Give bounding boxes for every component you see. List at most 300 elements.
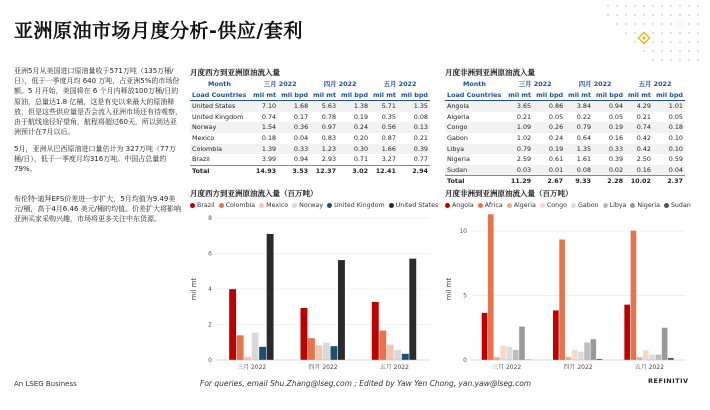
decorative-dot <box>652 5 654 7</box>
value-cell: 0.10 <box>668 133 683 142</box>
unit-header: mil bpd <box>278 90 310 101</box>
decorative-dot <box>625 32 627 34</box>
table-row <box>190 101 430 112</box>
value-cell: 3.02 <box>338 165 370 176</box>
table-row <box>445 154 685 165</box>
bar <box>578 352 584 360</box>
x-tick-label: 三月 2022 <box>492 364 522 371</box>
value-cell: 1.61 <box>576 155 592 164</box>
value-cell: 0.59 <box>668 155 683 164</box>
bar <box>402 354 409 360</box>
table-row <box>445 101 685 112</box>
decorative-dot <box>688 23 690 25</box>
decorative-dot <box>670 14 672 16</box>
value-cell: 0.03 <box>505 165 533 176</box>
table-total-row <box>190 165 430 176</box>
bar <box>267 234 274 360</box>
value-cell: 1.09 <box>505 122 533 133</box>
bar <box>409 259 416 360</box>
value-cell: 0.16 <box>625 165 653 176</box>
value-cell: 0.33 <box>278 144 310 155</box>
month-header: 三月 2022 <box>263 80 297 88</box>
bar <box>656 355 662 360</box>
bar <box>372 302 379 360</box>
value-cell: 2.37 <box>653 176 685 187</box>
table-row <box>190 112 430 123</box>
decorative-dot <box>670 5 672 7</box>
value-cell: 3.27 <box>381 155 396 164</box>
value-cell: 0.05 <box>608 112 624 121</box>
country-cell: United Kingdom <box>192 112 244 121</box>
decorative-dot <box>697 14 699 16</box>
table-row <box>445 133 685 144</box>
value-cell: 0.05 <box>548 112 564 121</box>
decorative-dot <box>634 32 636 34</box>
value-cell: 0.86 <box>533 101 565 112</box>
month-header: 四月 2022 <box>323 80 357 88</box>
value-cell: 0.01 <box>533 165 565 176</box>
legend-swatch <box>190 203 195 208</box>
legend-label: Africa <box>484 202 503 209</box>
bar <box>482 313 488 360</box>
decorative-dot <box>643 23 645 25</box>
value-cell: 0.05 <box>668 112 683 121</box>
decorative-dot <box>634 41 636 43</box>
legend-swatch <box>603 203 608 208</box>
legend-label: Libya <box>609 202 627 209</box>
country-cell: Total <box>445 176 505 187</box>
value-cell: 5.71 <box>370 101 398 112</box>
value-cell: 1.68 <box>278 101 310 112</box>
value-cell: 0.20 <box>353 133 369 142</box>
value-cell: 2.93 <box>321 155 337 164</box>
africa-inflow-table <box>445 79 685 187</box>
decorative-dot <box>679 50 681 52</box>
value-cell: 0.39 <box>608 155 624 164</box>
value-cell: 0.04 <box>653 165 685 176</box>
bar <box>668 358 674 360</box>
value-cell: 0.19 <box>533 144 565 155</box>
value-cell: 0.16 <box>608 133 624 142</box>
value-cell: 1.35 <box>565 144 593 155</box>
country-cell: Algeria <box>447 112 470 121</box>
y-tick-label: 2 <box>208 321 212 329</box>
decorative-dot <box>688 32 690 34</box>
value-cell: 0.33 <box>593 144 625 155</box>
value-cell: 3.65 <box>505 101 533 112</box>
value-cell: 14.93 <box>250 165 278 176</box>
legend-label: Gabon <box>577 202 599 209</box>
value-cell: 0.21 <box>636 112 651 121</box>
legend-label: United States <box>395 202 439 209</box>
decorative-dot <box>661 59 663 61</box>
value-cell: 11.29 <box>505 176 533 187</box>
africa-table-title: 月度非洲到亚洲原油流入量 <box>445 68 535 77</box>
value-cell: 3.53 <box>278 165 310 176</box>
table-total-row <box>445 176 685 187</box>
africa-chart-legend <box>441 202 691 209</box>
table-row <box>190 144 430 155</box>
country-cell: Colombia <box>190 144 250 155</box>
decorative-dot <box>670 59 672 61</box>
table-row <box>190 122 430 133</box>
value-cell: 1.01 <box>653 101 685 112</box>
value-cell: 1.23 <box>310 144 338 155</box>
decorative-dot <box>688 59 690 61</box>
decorative-dot <box>607 5 609 7</box>
legend-label: Mexico <box>266 202 289 209</box>
decorative-dot <box>670 32 672 34</box>
decorative-dot <box>679 5 681 7</box>
decorative-dot <box>679 14 681 16</box>
decorative-dot <box>661 14 663 16</box>
west-table-title: 月度西方到亚洲原油流入量 <box>190 68 280 77</box>
y-tick-label: 6 <box>208 250 212 258</box>
value-cell: 0.39 <box>398 144 430 155</box>
bar <box>649 355 655 360</box>
decorative-dot <box>688 41 690 43</box>
legend-swatch <box>389 203 394 208</box>
table-row <box>190 133 430 144</box>
decorative-dot <box>679 59 681 61</box>
legend-label: Nigeria <box>637 202 660 209</box>
bar <box>559 240 565 360</box>
value-cell: 7.10 <box>250 101 278 112</box>
decorative-dot <box>697 23 699 25</box>
value-cell: 0.02 <box>593 165 625 176</box>
value-cell: 0.61 <box>548 155 564 164</box>
legend-label: Sudan <box>670 202 691 209</box>
decorative-dot <box>625 14 627 16</box>
value-cell: 0.94 <box>293 155 309 164</box>
bar <box>662 328 668 360</box>
decorative-dot <box>652 23 654 25</box>
value-cell: 0.77 <box>413 155 428 164</box>
page-title: 亚洲原油市场月度分析-供应/套利 <box>14 20 303 42</box>
value-cell: 12.37 <box>310 165 338 176</box>
decorative-dot <box>679 32 681 34</box>
legend-swatch <box>327 203 332 208</box>
x-tick-label: 五月 2022 <box>634 364 664 371</box>
unit-header: mil mt <box>250 90 278 101</box>
bar <box>507 347 513 360</box>
bar <box>237 335 244 360</box>
refinitiv-logo: REFINITIV <box>648 377 689 385</box>
decorative-dot <box>634 5 636 7</box>
unit-header: mil mt <box>505 90 533 101</box>
bar <box>572 350 578 360</box>
decorative-dot <box>697 32 699 34</box>
month-label: Month <box>463 80 486 88</box>
value-cell: 2.59 <box>516 155 532 164</box>
value-cell: 0.78 <box>321 112 337 121</box>
table-row <box>445 144 685 155</box>
value-cell: 0.83 <box>321 133 337 142</box>
country-cell: Gabon <box>447 133 468 142</box>
legend-swatch <box>259 203 264 208</box>
value-cell: 12.41 <box>370 165 398 176</box>
value-cell: 2.50 <box>636 155 651 164</box>
month-header: 三月 2022 <box>518 80 552 88</box>
value-cell: 0.74 <box>261 112 277 121</box>
west-chart-legend <box>186 202 438 209</box>
bar <box>553 310 559 360</box>
bar <box>394 350 401 360</box>
bar <box>566 357 572 360</box>
value-cell: 1.35 <box>398 101 430 112</box>
country-cell: Norway <box>190 122 250 133</box>
unit-header: mil mt <box>370 90 398 101</box>
value-cell: 0.79 <box>505 144 533 155</box>
decorative-dot <box>643 50 645 52</box>
africa-chart-title: 月度非洲到亚洲原油流入量（百万吨） <box>445 189 573 198</box>
bar <box>259 347 266 360</box>
value-cell: 3.99 <box>261 155 277 164</box>
legend-swatch <box>630 203 635 208</box>
value-cell: 0.64 <box>576 133 592 142</box>
decorative-dot <box>670 50 672 52</box>
summary-paragraph-2: 5月，亚洲从巴西原油进口量估计为 327万吨（77万桶/日），低于一季度月均316万吨。中国占总量的79%。 <box>14 145 176 174</box>
bar <box>379 331 386 360</box>
unit-header: mil bpd <box>398 90 430 101</box>
bar <box>387 345 394 360</box>
decorative-dot <box>661 32 663 34</box>
decorative-dot <box>652 14 654 16</box>
decorative-dot <box>625 23 627 25</box>
decorative-dot <box>661 50 663 52</box>
value-cell: 1.38 <box>338 101 370 112</box>
legend-swatch <box>219 203 224 208</box>
legend-swatch <box>507 203 512 208</box>
value-cell: 9.33 <box>565 176 593 187</box>
legend-label: Congo <box>546 202 567 209</box>
unit-header: mil mt <box>310 90 338 101</box>
value-cell: 0.17 <box>293 112 309 121</box>
month-label: Month <box>208 80 231 88</box>
value-cell: 0.74 <box>625 122 653 133</box>
decorative-dot <box>688 14 690 16</box>
month-header: 五月 2022 <box>383 80 417 88</box>
value-cell: 2.94 <box>398 165 430 176</box>
y-axis-label: mil mt <box>190 277 198 301</box>
table-row <box>445 165 685 176</box>
decorative-dot <box>688 5 690 7</box>
y-tick-label: 5 <box>463 292 467 300</box>
value-cell: 0.79 <box>565 122 593 133</box>
country-cell: Brazil <box>192 155 210 164</box>
decorative-dot <box>697 41 699 43</box>
value-cell: 0.36 <box>278 122 310 133</box>
y-tick-label: 0 <box>208 357 212 364</box>
bar <box>519 327 525 360</box>
country-cell: Total <box>190 165 250 176</box>
legend-label: Norway <box>299 202 324 209</box>
west-inflow-table <box>190 79 430 176</box>
legend-swatch <box>478 203 483 208</box>
value-cell: 0.10 <box>653 144 685 155</box>
value-cell: 5.63 <box>310 101 338 112</box>
bar <box>631 231 637 360</box>
value-cell: 0.87 <box>381 133 396 142</box>
legend-label: Brazil <box>197 202 215 209</box>
footer-brand: An LSEG Business <box>14 380 77 388</box>
bar <box>590 339 596 360</box>
decorative-dot <box>625 5 627 7</box>
bar <box>244 357 251 360</box>
value-cell: 2.28 <box>593 176 625 187</box>
footer-contact: For queries, email Shu.Zhang@lseg.com ; Edited by Yaw Yen Chong, yan.yaw@lseg.com <box>200 379 532 388</box>
bar <box>229 289 236 360</box>
legend-swatch <box>445 203 450 208</box>
decorative-dot <box>652 59 654 61</box>
value-cell: 0.21 <box>516 112 532 121</box>
value-cell: 1.02 <box>516 133 532 142</box>
bar <box>252 333 259 360</box>
value-cell: 0.08 <box>413 112 428 121</box>
bar <box>308 338 315 360</box>
value-cell: 2.67 <box>533 176 565 187</box>
unit-header: mil bpd <box>533 90 565 101</box>
y-tick-label: 10 <box>459 227 467 235</box>
decorative-dot <box>661 41 663 43</box>
decorative-dot <box>652 41 654 43</box>
legend-label: United Kingdom <box>334 202 385 209</box>
value-cell: 0.42 <box>625 144 653 155</box>
y-tick-label: 8 <box>208 215 212 222</box>
unit-header: mil mt <box>625 90 653 101</box>
summary-paragraph-3: 布伦特-迪拜EFS价差进一步扩大，5月均值为9.49美元/桶，高于4月6.46 美元/桶的均值。价差扩大将影响亚洲买家采购兴趣，市场将更多关注中东货源。 <box>14 195 181 224</box>
decorative-dot-pattern <box>600 0 710 70</box>
country-cell: United States <box>190 101 250 112</box>
value-cell: 10.02 <box>625 176 653 187</box>
legend-swatch <box>540 203 545 208</box>
country-cell: Angola <box>445 101 505 112</box>
table-row <box>190 154 430 165</box>
decorative-dot <box>643 5 645 7</box>
decorative-dot <box>652 50 654 52</box>
month-header: 五月 2022 <box>638 80 672 88</box>
value-cell: 0.26 <box>533 122 565 133</box>
value-cell: 0.19 <box>353 112 369 121</box>
decorative-dot <box>697 59 699 61</box>
value-cell: 1.66 <box>370 144 398 155</box>
value-cell: 0.71 <box>353 155 369 164</box>
x-tick-label: 五月 2022 <box>379 364 409 371</box>
bar <box>494 357 500 360</box>
legend-label: Algeria <box>513 202 536 209</box>
bar <box>316 345 323 360</box>
bar <box>584 343 590 360</box>
bar <box>500 346 506 360</box>
decorative-dot <box>688 50 690 52</box>
x-tick-label: 四月 2022 <box>308 364 338 371</box>
decorative-dot <box>661 5 663 7</box>
africa-inflow-bar-chart <box>443 212 693 372</box>
value-cell: 0.18 <box>653 122 685 133</box>
country-cell: Sudan <box>445 165 505 176</box>
decorative-dot <box>616 14 618 16</box>
decorative-dot <box>670 41 672 43</box>
value-cell: 0.18 <box>261 133 277 142</box>
value-cell: 0.30 <box>338 144 370 155</box>
bar <box>488 214 494 360</box>
table-row <box>445 112 685 123</box>
value-cell: 0.97 <box>310 122 338 133</box>
month-header: 四月 2022 <box>578 80 612 88</box>
decorative-dot <box>652 32 654 34</box>
legend-swatch <box>664 203 669 208</box>
table-row <box>445 122 685 133</box>
value-cell: 1.54 <box>250 122 278 133</box>
value-cell: 3.84 <box>565 101 593 112</box>
bar <box>513 350 519 360</box>
value-cell: 0.21 <box>413 133 428 142</box>
load-countries-header: Load Countries <box>445 90 505 101</box>
bar <box>338 260 345 360</box>
load-countries-header: Load Countries <box>190 90 250 101</box>
west-inflow-bar-chart <box>188 212 438 372</box>
bar <box>643 350 649 360</box>
value-cell: 0.08 <box>565 165 593 176</box>
decorative-dot <box>697 50 699 52</box>
y-axis-label: mil mt <box>445 277 453 301</box>
value-cell: 4.29 <box>625 101 653 112</box>
unit-header: mil mt <box>565 90 593 101</box>
legend-swatch <box>292 203 297 208</box>
summary-paragraph-1: 亚洲5月从美国进口原油量收于571万吨（135万桶/日），低于一季度月均 640 万吨，占亚洲5%的市场份额。5 月开始，美国将在 6 个月内释放100万桶/日的原油，总量达1.8 亿桶，这是有史以来最大的原油释放，但是这些供应量是否会流入亚洲市场还有待观察，由于航线途径好望角，航程将超过60天，所以到达亚洲预计在7月以后。 <box>14 67 182 137</box>
value-cell: 0.22 <box>576 112 592 121</box>
value-cell: 0.13 <box>398 122 430 133</box>
x-tick-label: 四月 2022 <box>563 364 593 371</box>
decorative-dot <box>616 23 618 25</box>
decorative-dot <box>661 23 663 25</box>
decorative-dot <box>607 14 609 16</box>
value-cell: 0.35 <box>381 112 396 121</box>
country-cell: Congo <box>445 122 505 133</box>
unit-header: mil bpd <box>593 90 625 101</box>
bar <box>323 343 330 360</box>
decorative-dot <box>679 41 681 43</box>
west-chart-title: 月度西方到亚洲原油流入量（百万吨） <box>190 189 318 198</box>
bar <box>637 357 643 360</box>
value-cell: 0.42 <box>636 133 651 142</box>
decorative-dot <box>697 5 699 7</box>
value-cell: 0.94 <box>593 101 625 112</box>
bar <box>624 305 630 360</box>
country-cell: Nigeria <box>447 155 470 164</box>
decorative-dot <box>643 14 645 16</box>
unit-header: mil bpd <box>653 90 685 101</box>
value-cell: 0.04 <box>293 133 309 142</box>
legend-label: Angola <box>452 202 474 209</box>
decorative-dot <box>634 23 636 25</box>
decorative-dot <box>679 23 681 25</box>
country-cell: Libya <box>445 144 505 155</box>
decorative-dot <box>616 5 618 7</box>
unit-header: mil bpd <box>338 90 370 101</box>
legend-label: Colombia <box>225 202 256 209</box>
value-cell: 1.39 <box>250 144 278 155</box>
bar <box>301 308 308 360</box>
value-cell: 0.19 <box>593 122 625 133</box>
country-cell: Mexico <box>192 133 215 142</box>
legend-swatch <box>571 203 576 208</box>
bar <box>331 346 338 360</box>
y-tick-label: 0 <box>463 357 467 364</box>
decorative-dot <box>634 14 636 16</box>
x-tick-label: 三月 2022 <box>237 364 267 371</box>
value-cell: 0.56 <box>370 122 398 133</box>
